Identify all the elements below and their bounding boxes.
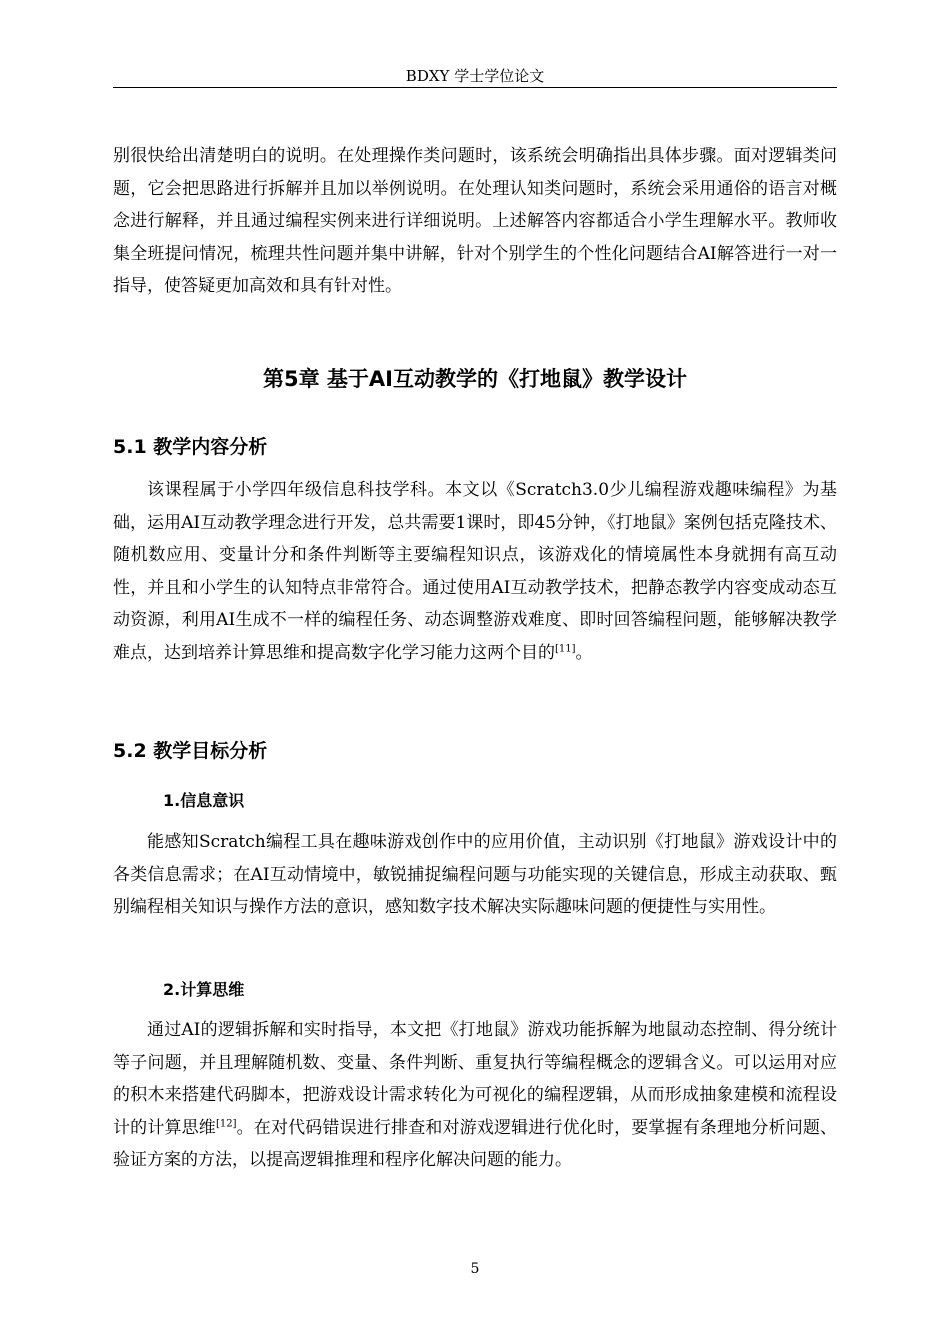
page-header-title: BDXY 学士学位论文 xyxy=(405,67,545,85)
citation-12: [12] xyxy=(215,1118,237,1130)
chapter-title: 第5章 基于AI互动教学的《打地鼠》教学设计 xyxy=(263,367,687,391)
computational-thinking-text-a: 通过AI的逻辑拆解和实时指导，本文把《打地鼠》游戏功能拆解为地鼠动态控制、得分统计等子问题，并且理解随机数、变量、条件判断、重复执行等编程概念的逻辑含义。可以运用对应的积木来搭建代码脚本，把游戏设计需求转化为可视化的编程逻辑，从而形成抽象建模和流程设计的计算思维 xyxy=(113,1020,837,1138)
subsection-heading-computational-thinking: 2.计算思维 xyxy=(163,980,245,999)
section-heading-5-1: 5.1 教学内容分析 xyxy=(113,436,268,458)
section-5-1-text-end: 。 xyxy=(575,642,593,663)
computational-thinking-text-b: 。在对代码错误进行排查和对游戏逻辑进行优化时，要掌握有条理地分析问题、验证方案的方法，以提高逻辑推理和程序化解决问题的能力。 xyxy=(113,1117,838,1171)
citation-11: [11] xyxy=(555,643,576,655)
info-awareness-paragraph: 能感知Scratch编程工具在趣味游戏创作中的应用价值，主动识别《打地鼠》游戏设计中的各类信息需求；在AI互动情境中，敏锐捕捉编程问题与功能实现的关键信息，形成主动获取、甄别编程相关知识与操作方法的意识，感知数字技术解决实际趣味问题的便捷性与实用性。 xyxy=(113,832,837,918)
computational-thinking-paragraph xyxy=(113,1014,837,1177)
subsection-heading-info-awareness: 1.信息意识 xyxy=(163,791,245,810)
section-5-1-paragraph xyxy=(113,474,837,670)
page-number: 5 xyxy=(470,1261,480,1277)
header-rule xyxy=(113,87,837,88)
intro-paragraph: 别很快给出清楚明白的说明。在处理操作类问题时，该系统会明确指出具体步骤。面对逻辑类问题，它会把思路进行拆解并且加以举例说明。在处理认知类问题时，系统会采用通俗的语言对概念进行解释，并且通过编程实例来进行详细说明。上述解答内容都适合小学生理解水平。教师收集全班提问情况，梳理共性问题并集中讲解，针对个别学生的个性化问题结合AI解答进行一对一指导，使答疑更加高效和具有针对性。 xyxy=(113,146,837,297)
section-heading-5-2: 5.2 教学目标分析 xyxy=(113,740,268,762)
section-5-1-text: 该课程属于小学四年级信息科技学科。本文以《Scratch3.0少儿编程游戏趣味编程》为基础，运用AI互动教学理念进行开发，总共需要1课时，即45分钟，《打地鼠》案例包括克隆技术、随机数应用、变量计分和条件判断等主要编程知识点，该游戏化的情境属性本身就拥有高互动性，并且和小学生的认知特点非常符合。通过使用AI互动教学技术，把静态教学内容变成动态互动资源，利用AI生成不一样的编程任务、动态调整游戏难度、即时回答编程问题，能够解决教学难点，达到培养计算思维和提高数字化学习能力这两个目的 xyxy=(113,480,837,663)
